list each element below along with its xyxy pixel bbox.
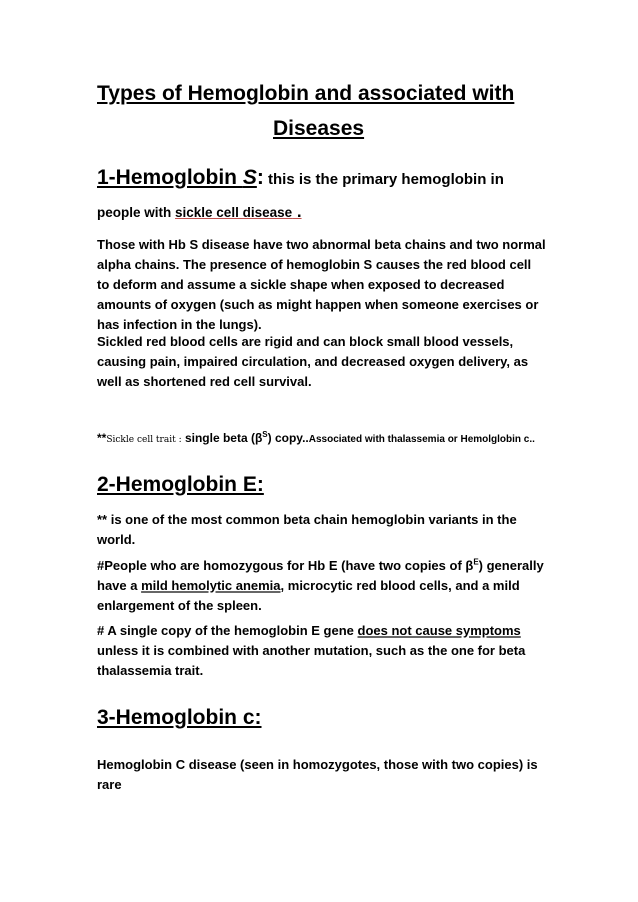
section1-paragraph2: Sickled red blood cells are rigid and can block small blood vessels, causing pain, impaired circulation, and decreased oxygen delivery, as well as shortened red cell survival.: [97, 334, 529, 389]
document-title-line1: Types of Hemoglobin and associated with: [97, 82, 515, 105]
section1-line2: [97, 202, 567, 222]
sickle-cell-disease-link[interactable]: sickle cell disease: [175, 205, 293, 220]
document-title-line2: Diseases: [273, 117, 365, 140]
section1-heading-line: [97, 166, 567, 190]
section2-heading: 2-Hemoglobin E:: [97, 473, 264, 496]
sickle-cell-trait-note: [97, 428, 547, 450]
section1-lead: this is the primary hemoglobin in: [263, 171, 504, 188]
trait-superscript: S: [262, 430, 268, 439]
section1-header: [97, 166, 567, 222]
trait-stars: **: [97, 431, 107, 445]
section1-heading-letter: S: [242, 166, 257, 189]
section1-colon: :: [256, 166, 264, 189]
trait-label: Sickle cell trait :: [106, 435, 182, 445]
trait-text: single beta (β: [181, 431, 263, 445]
section1-line2-pre: people with: [97, 205, 176, 220]
section2-paragraph3: [97, 621, 547, 681]
section2-paragraph2-mid: ) generally have a: [97, 558, 544, 593]
section2-paragraph1: ** is one of the most common beta chain hemoglobin variants in the world.: [97, 512, 517, 547]
section2-paragraph2-post: , microcytic red blood cells, and a mild enlargement of the spleen.: [97, 578, 520, 613]
mild-hemolytic-anemia-link[interactable]: mild hemolytic anemia: [141, 578, 281, 593]
section1-paragraph1: Those with Hb S disease have two abnormal beta chains and two normal alpha chains. The presence of hemoglobin S causes the red blood cell to deform and assume a sickle shape when exposed to decreased amounts of oxygen (such as might happen when someone exercises or has infection in the lungs).: [97, 237, 546, 332]
trait-tail: Associated with thalassemia or Hemolglobin c..: [308, 434, 535, 445]
does-not-cause-symptoms-link[interactable]: does not cause symptoms: [357, 623, 521, 638]
section2-paragraph3-pre: # A single copy of the hemoglobin E gene: [97, 623, 358, 638]
section3-paragraph1: Hemoglobin C disease (seen in homozygotes, those with two copies) is rare: [97, 757, 538, 792]
section2-paragraph2: [97, 556, 547, 616]
section1-heading: 1-Hemoglobin S: [97, 166, 257, 189]
section2-paragraph2-pre: #People who are homozygous for Hb E (have two copies of β: [97, 558, 474, 573]
beta-e-superscript: E: [473, 557, 479, 567]
section1-line2-dot: .: [292, 202, 302, 221]
section3-heading: 3-Hemoglobin c:: [97, 706, 262, 729]
section2-paragraph3-post: unless it is combined with another mutation, such as the one for beta thalassemia trait.: [97, 643, 526, 678]
trait-text2: ) copy..: [267, 431, 309, 445]
